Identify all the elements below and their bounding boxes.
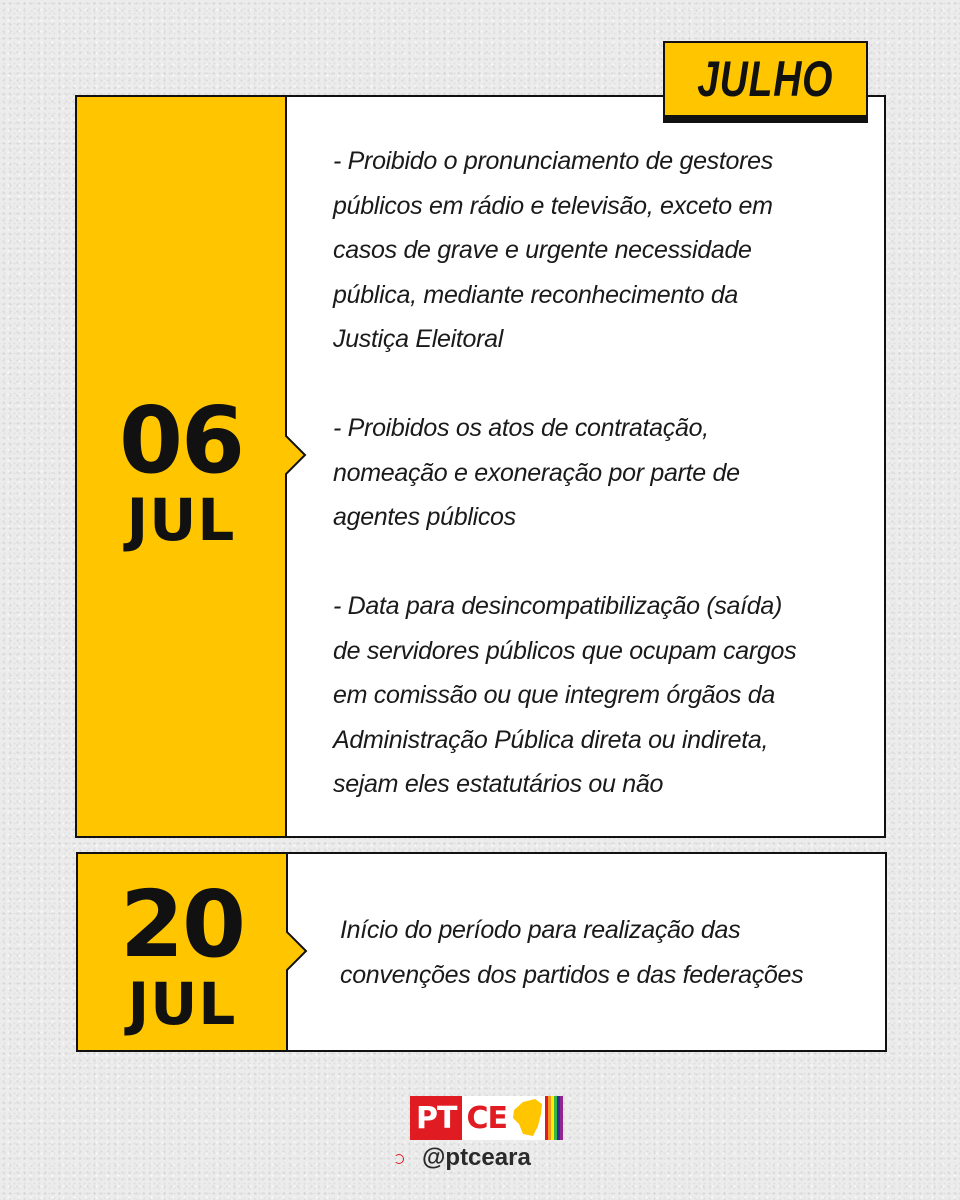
event-paragraph: - Data para desincompatibilização (saída) de servidores públicos que ocupam cargos em comissão ou que integrem órgãos da Administração Pública direta ou indireta, sejam eles estatutários ou não bbox=[333, 592, 797, 798]
date-column bbox=[78, 854, 288, 1050]
event-card-20-jul bbox=[76, 852, 887, 1052]
social-handle: @ptceara bbox=[422, 1144, 531, 1171]
rainbow-stripes bbox=[545, 1096, 563, 1140]
arrow-right-icon bbox=[285, 435, 307, 475]
event-day: 06 bbox=[118, 386, 244, 494]
event-paragraph: Início do período para realização das convenções dos partidos e das federações bbox=[340, 916, 804, 989]
event-paragraph: - Proibido o pronunciamento de gestores públicos em rádio e televisão, exceto em casos de grave e urgente necessidade pública, mediante reconhecimento da Justiça Eleitoral bbox=[333, 147, 773, 353]
date-column bbox=[77, 97, 287, 836]
ceara-map-icon bbox=[511, 1096, 545, 1140]
event-card-06-jul bbox=[75, 95, 886, 838]
event-description bbox=[333, 139, 873, 807]
month-tag bbox=[663, 41, 868, 117]
event-day: 20 bbox=[119, 871, 245, 978]
event-description bbox=[340, 908, 870, 997]
event-paragraph: - Proibidos os atos de contratação, nomeação e exoneração por parte de agentes públicos bbox=[333, 414, 740, 531]
logo-pt: PT bbox=[410, 1096, 462, 1140]
month-label: JULHO bbox=[697, 51, 834, 107]
event-month: JUL bbox=[127, 970, 237, 1038]
arrow-right-icon bbox=[286, 931, 308, 971]
event-month: JUL bbox=[126, 485, 236, 554]
ptce-logo bbox=[410, 1096, 563, 1140]
logo-ce: CE bbox=[462, 1096, 511, 1140]
instagram-icon bbox=[394, 1154, 404, 1164]
